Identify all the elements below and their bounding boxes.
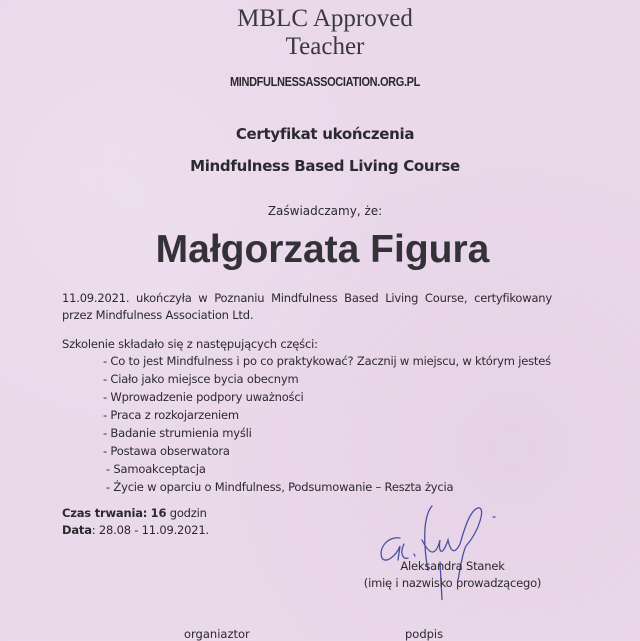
approved-heading: MBLC Approved xyxy=(237,5,413,32)
list-item: - Postawa obserwatora xyxy=(103,444,230,458)
duration-label: Czas trwania: xyxy=(62,506,148,520)
recipient-name: Małgorzata Figura xyxy=(155,228,490,271)
duration-value: 16 xyxy=(150,506,167,520)
instructor-name: Aleksandra Stanek xyxy=(400,559,505,573)
date-row xyxy=(62,522,209,539)
date-value: : 28.08 - 11.09.2021. xyxy=(91,523,209,537)
list-item: - Ciało jako miejsce bycia obecnym xyxy=(103,372,299,386)
signature-label: podpis xyxy=(405,627,444,641)
website-text: MINDFULNESSASSOCIATION.ORG.PL xyxy=(229,75,421,89)
course-title: Mindfulness Based Living Course xyxy=(190,157,460,175)
certificate-title: Certyfikat ukończenia xyxy=(235,125,415,143)
organizer-label: organiaztor xyxy=(184,627,250,641)
certify-text: Zaświadczamy, że: xyxy=(267,204,383,218)
list-item: - Praca z rozkojarzeniem xyxy=(103,408,239,422)
list-item: - Wprowadzenie podpory uważności xyxy=(103,390,304,404)
list-item: - Życie w oparciu o Mindfulness, Podsumowanie – Reszta życia xyxy=(106,480,454,494)
list-item: - Badanie strumienia myśli xyxy=(103,426,252,440)
duration-unit: godzin xyxy=(169,506,207,520)
course-details xyxy=(62,505,209,539)
instructor-caption: (imię i nazwisko prowadzącego) xyxy=(363,576,542,590)
list-item: - Co to jest Mindfulness i po co praktykować? Zacznij w miejscu, w którym jesteś xyxy=(103,354,551,368)
course-parts-list xyxy=(103,352,551,496)
completion-statement: 11.09.2021. ukończyła w Poznaniu Mindfulness Based Living Course, certyfikowany przez Mindfulness Association Ltd. xyxy=(62,291,552,322)
list-item: - Samoakceptacja xyxy=(106,462,206,476)
duration-row xyxy=(62,505,209,522)
teacher-heading: Teacher xyxy=(285,33,365,60)
date-label: Data xyxy=(62,523,92,537)
parts-intro: Szkolenie składało się z następujących części: xyxy=(62,337,318,351)
instructor-block xyxy=(340,558,565,592)
